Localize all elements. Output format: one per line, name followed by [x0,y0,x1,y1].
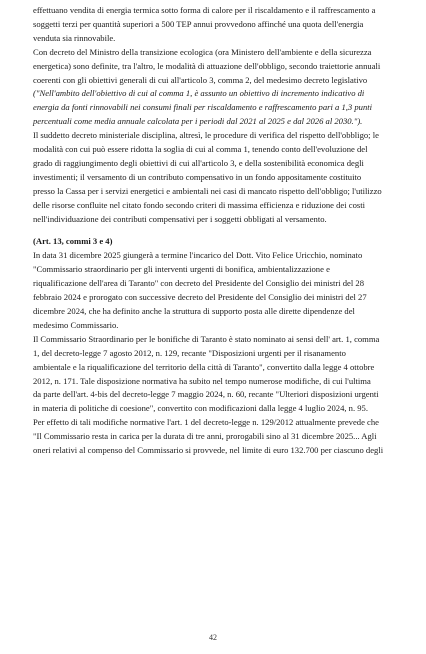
text-line: In data 31 dicembre 2025 giungerà a termine l'incarico del Dott. Vito Felice Uricchio, nominato [33,250,363,261]
text-line: investimenti; il versamento di un contributo compensativo in un fondo appositamente costituito [33,171,362,182]
text-line: medesimo Commissario. [33,319,119,330]
text-line: oneri relativi al compenso del Commissario si provvede, nel limite di euro 132.700 per ciascuno degli [33,445,384,456]
text-line: energia da fonti rinnovabili nei consumi finali per riscaldamento e raffrescamento pari a 1,3 punti [33,102,373,113]
text-line: energetica) sono definite, tra l'altro, le modalità di attuazione dell'obbligo, secondo traiettorie annuali [33,60,381,71]
text-line: delle risorse confluite nel citato fondo secondo criteri di massima efficienza e riduzione dei costi [33,199,366,210]
paragraph [33,333,412,416]
text-line: da parte dell'art. 4-bis del decreto-legge 7 maggio 2024, n. 60, recante "Ulteriori disposizioni urgenti [33,389,379,400]
text-line: Il suddetto decreto ministeriale disciplina, altresì, le procedure di verifica del rispetto dell'obbligo; le [33,130,379,141]
text-line: ambientale e la riqualificazione del territorio della città di Taranto", convertito dalla legge 4 ottobre [33,361,375,372]
text-line: in materia di politiche di coesione", convertito con modificazioni dalla legge 4 luglio 2024, n. 95. [33,403,368,414]
text-line: Per effetto di tali modifiche normative l'art. 1 del decreto-legge n. 129/2012 attualmente prevede che [33,417,379,428]
text-line: nell'individuazione dei contributi compensativi per i soggetti obbligati al versamento. [33,213,327,224]
text-line: grado di raggiungimento degli obiettivi di cui all'articolo 3, e della sostenibilità economica degli [33,157,364,168]
text-line: soggetti terzi per quantità superiori a 500 TEP annui provvedono affinché una quota dell'energia [33,18,364,29]
text-line: venduta sia rinnovabile. [33,32,116,43]
text-line: percentuali come media annuale calcolata per i periodi dal 2021 al 2025 e dal 2026 al 2030."). [33,116,363,127]
text-line: ("Nell'ambito dell'obiettivo di cui al comma 1, è assunto un obiettivo di incremento indicativo di [33,88,365,99]
paragraph [33,129,412,226]
paragraph [33,416,412,458]
body-text-upper [33,4,412,227]
paragraph [33,46,412,129]
text-line: coerenti con gli obiettivi generali di cui all'articolo 3, comma 2, del medesimo decreto legislativo [33,74,368,85]
text-line: 2012, n. 171. Tale disposizione normativa ha subito nel tempo numerose modifiche, di cui l'ultima [33,375,371,386]
text-line: "Commissario straordinario per gli interventi urgenti di bonifica, ambientalizzazione e [33,264,330,275]
paragraph [33,4,412,46]
text-line: febbraio 2024 e prorogato con successive decreto del Presidente del Consiglio dei ministri del 27 [33,292,367,303]
text-line: modalità con cui può essere ridotta la soglia di cui al comma 1, tenendo conto dell'evoluzione del [33,144,368,155]
text-line: Il Commissario Straordinario per le bonifiche di Taranto è stato nominato ai sensi dell' art. 1, comma [33,333,380,344]
text-line: presso la Cassa per i servizi energetici e ambientali nei casi di mancato rispetto dell'obbligo; l'utilizzo [33,185,382,196]
text-line: 1, del decreto-legge 7 agosto 2012, n. 129, recante "Disposizioni urgenti per il risanamento [33,347,346,358]
text-line: riqualificazione dell'area di Taranto" con decreto del Presidente del Consiglio dei ministri del 28 [33,278,364,289]
text-line: dicembre 2024, che ha definito anche la struttura di supporto posta alle dirette dipendenze del [33,306,355,317]
body-text-lower [33,249,412,458]
paragraph [33,249,412,332]
text-line: "Il Commissario resta in carica per la durata di tre anni, prorogabili sino al 31 dicembre 2025... Agli [33,431,377,442]
page-number: 42 [209,633,217,642]
document-page [33,4,412,458]
text-line: Con decreto del Ministro della transizione ecologica (ora Ministero dell'ambiente e della sicurezza [33,46,372,57]
section-heading: (Art. 13, commi 3 e 4) [33,235,113,246]
text-line: effettuano vendita di energia termica sotto forma di calore per il riscaldamento e il raffrescamento a [33,5,376,15]
